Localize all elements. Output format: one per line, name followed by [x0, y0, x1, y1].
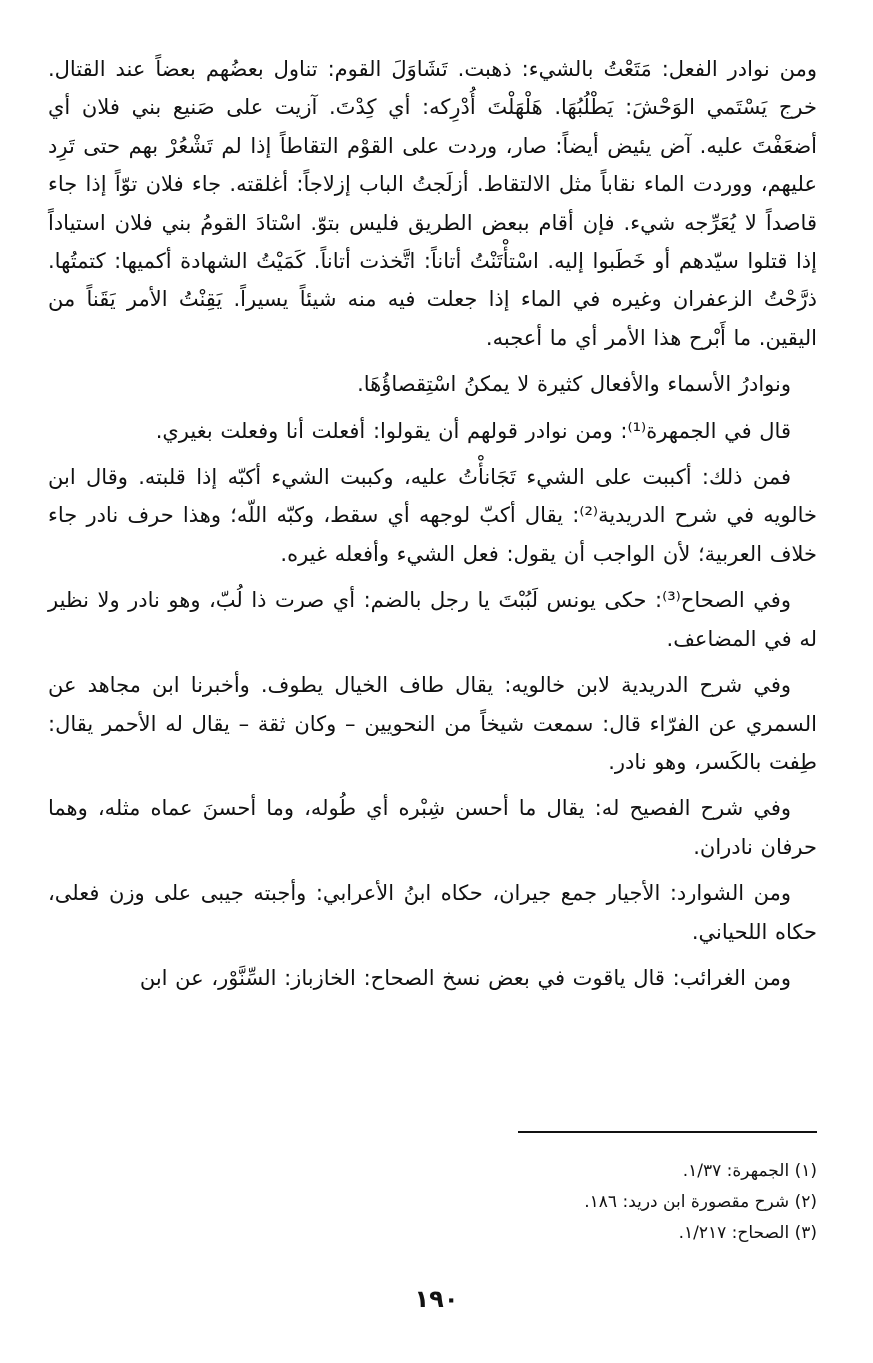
footnote-3: (٣) الصحاح: ١/٢١٧.: [678, 1223, 817, 1243]
paragraph-shawarid: ومن الشوارد: الأجيار جمع جيران، حكاه ابنُ الأعرابي: وأجبته جيبى على وزن فعلى، حكاه اللحياني.: [48, 881, 817, 944]
page-body: [48, 50, 817, 1005]
paragraph-rare-nouns-verbs: ونوادرُ الأسماء والأفعال كثيرة لا يمكنُ اسْتِقصاؤُهَا.: [357, 372, 791, 397]
page-number: ١٩٠: [414, 1285, 459, 1313]
paragraph-rare-verbs: ومن نوادر الفعل: مَتَعْتُ بالشيء: ذهبت. تَشَاوَلَ القوم: تناول بعضُهم بعضاً عند القتال. خرج يَسْتَمي الوَحْشَ: يَطْلُبُهَا. هَلْهَلْتَ أُدْرِكه: أي كِدْتَ. آزيت على صَنيع بني فلان أي أضعَفْتَ عليه. آض يئيض أيضاً: صار، وردت على القوْم التقاطاً إذا لم تَشْعُرْ بهم حتى تَرِد عليهم، ووردت الماء نقاباً مثل الالتقاط. أزلَجتُ الباب إزلاجاً: أغلقته. جاء فلان توّاً إذا جاء قاصداً لا يُعَرِّجه شيء. فإن أقام ببعض الطريق فليس بتوّ. اسْتادَ القومُ بني فلان استياداً إذا قتلوا سيّدهم أو خَطَبوا إليه. اسْتأْتَنْتُ أتاناً: اتَّخذت أتاناً. كَمَيْتُ الشهادة أكميها: كتمتُها. ذرَّحْتُ الزعفران وغيره في الماء إذا جعلت فيه منه شيئاً يسيراً. يَقِنْتُ الأمر يَقَناً من اليقين. ما أَبْرح هذا الأمر أي ما أعجبه.: [48, 57, 817, 350]
footnote-2: (٢) شرح مقصورة ابن دريد: ١٨٦.: [584, 1192, 817, 1212]
paragraph-akbabtu: فمن ذلك: أكببت على الشيء تَجَانأْتُ عليه، وكببت الشيء أكبّه إذا قلبته. وقال ابن خالويه في شرح الدريدية⁽²⁾: يقال أكبّ لوجهه أي سقط، وكبّه اللّه؛ وهذا حرف نادر جاء خلاف العربية؛ لأن الواجب أن يقول: فعل الشيء وأفعله غيره.: [48, 465, 817, 566]
paragraph-fasih: وفي شرح الفصيح له: يقال ما أحسن شِبْره أي طُوله، وما أحسنَ عماه مثله، وهما حرفان نادران.: [48, 796, 817, 859]
paragraph-durayidiyya: وفي شرح الدريدية لابن خالويه: يقال طاف الخيال يطوف. وأخبرنا ابن مجاهد عن السمري عن الفرّاء قال: سمعت شيخاً من النحويين – وكان ثقة – يقال له الأحمر يقال: طِفت بالكَسر، وهو نادر.: [48, 673, 817, 774]
paragraph-gharaib: ومن الغرائب: قال ياقوت في بعض نسخ الصحاح: الخازباز: السِّنَّوْر، عن ابن: [139, 965, 791, 990]
paragraph-sihah: وفي الصحاح⁽³⁾: حكى يونس لَبُبْتَ يا رجل بالضم: أي صرت ذا لُبّ، وهو نادر ولا نظير له في المضاعف.: [48, 588, 817, 651]
paragraph-jamhara: قال في الجمهرة⁽¹⁾: ومن نوادر قولهم أن يقولوا: أفعلت أنا وفعلت بغيري.: [155, 418, 791, 443]
footnote-1: (١) الجمهرة: ١/٣٧.: [682, 1161, 817, 1181]
footnotes: [317, 1156, 817, 1249]
footnote-divider: [518, 1131, 817, 1133]
